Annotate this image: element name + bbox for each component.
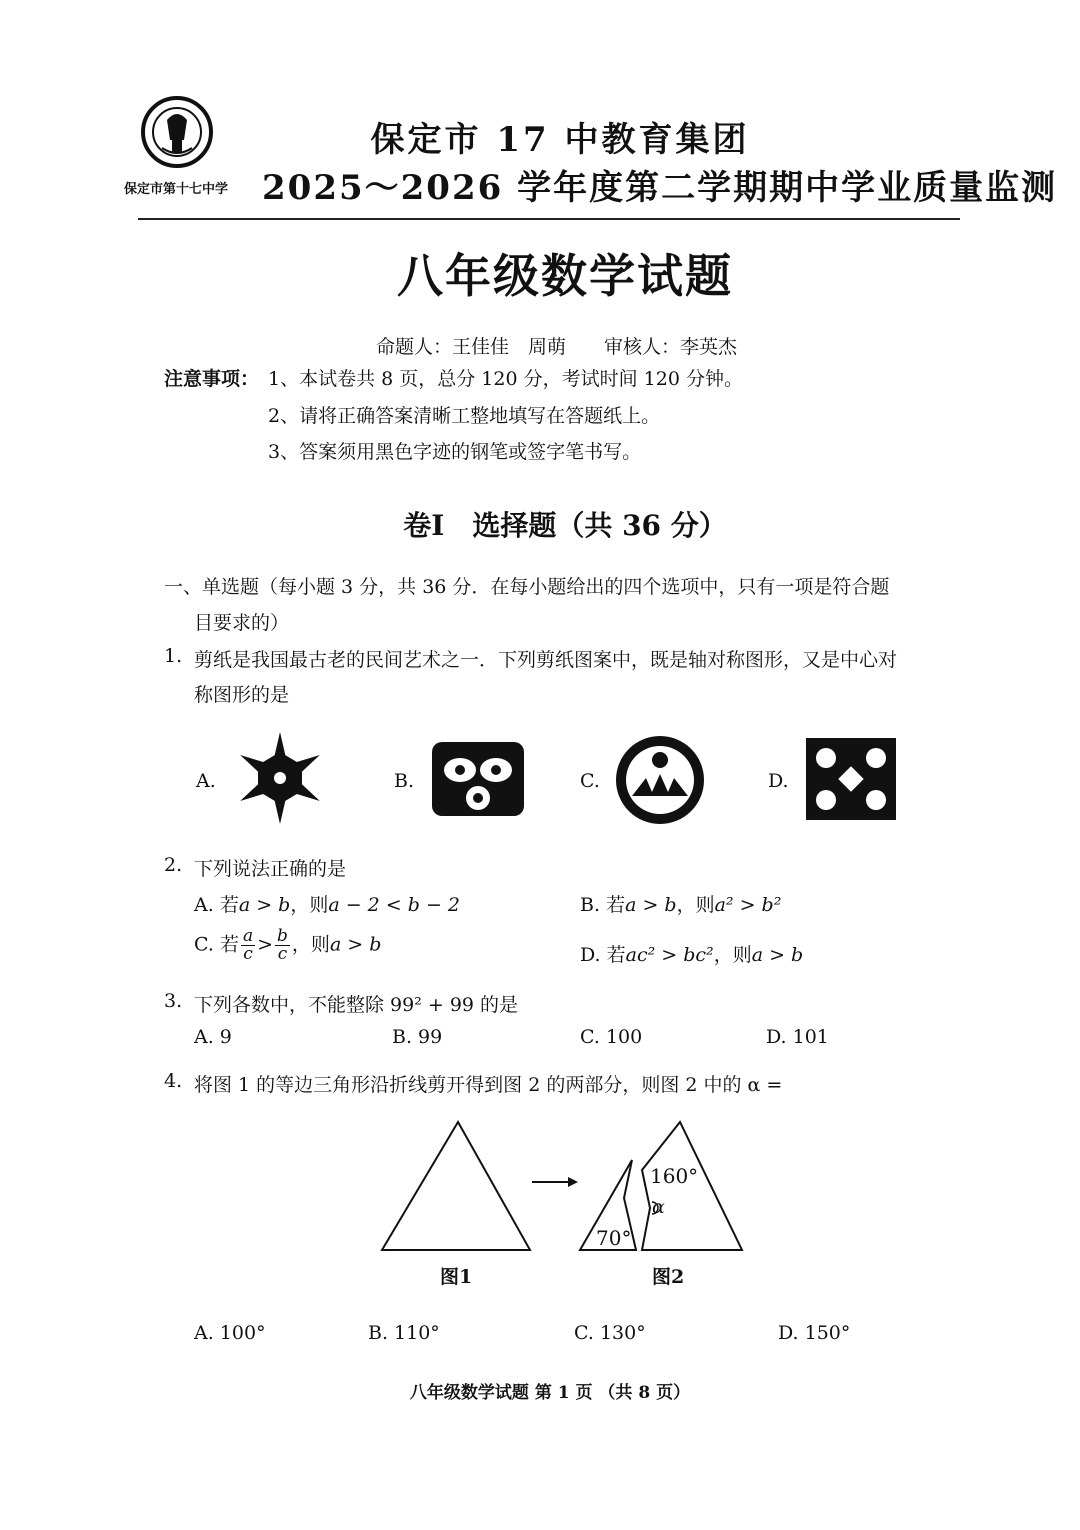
- q2-option-c: [194, 928, 381, 963]
- q1-option-a-label: A.: [196, 770, 216, 792]
- q4-option-b: B. 110°: [368, 1322, 440, 1344]
- q2-option-b: [580, 890, 781, 917]
- word: 若: [606, 894, 626, 916]
- q1-option-d-label: D.: [768, 770, 789, 792]
- word: 若: [606, 944, 626, 966]
- word: ，则: [713, 944, 752, 966]
- q2-number: 2.: [164, 854, 183, 876]
- q2-text: 下列说法正确的是: [194, 858, 347, 880]
- arrow-head: [568, 1177, 578, 1187]
- q2-option-a: [194, 890, 460, 917]
- part1-heading-cont: 目要求的）: [194, 612, 290, 634]
- option-label: A.: [194, 894, 214, 916]
- math: a − 2 < b − 2: [328, 894, 461, 916]
- angle-alpha-label: α: [652, 1196, 665, 1218]
- option-label: B.: [580, 894, 601, 916]
- q3-option-b: B. 99: [392, 1026, 443, 1048]
- q3-text: 下列各数中，不能整除 99² + 99 的是: [194, 994, 519, 1016]
- math: a > b: [625, 894, 677, 916]
- page-title: 八年级数学试题: [397, 249, 733, 303]
- option-label: C.: [194, 933, 214, 956]
- math: >: [257, 933, 274, 956]
- math: a > b: [329, 933, 382, 956]
- note-item: 2、请将正确答案清晰工整地填写在答题纸上。: [268, 405, 661, 427]
- q4-option-a: A. 100°: [194, 1322, 266, 1344]
- angle-160-label: 160°: [650, 1164, 699, 1188]
- logo-caption: 保定市第十七中学: [124, 182, 229, 197]
- exam-name: 2025～2026 学年度第二学期期中学业质量监测: [262, 168, 1058, 208]
- deer-papercut-image: [612, 734, 708, 830]
- pinwheel-papercut-image: [804, 736, 898, 826]
- word: 若: [219, 933, 239, 956]
- section-title: 卷Ⅰ 选择题（共 36 分）: [403, 509, 727, 542]
- notes-label: 注意事项：: [164, 368, 260, 390]
- q1-option-c-label: C.: [580, 770, 600, 792]
- word: ，则: [291, 933, 330, 956]
- authors-line: 命题人：王佳佳 周萌 审核人：李英杰: [376, 336, 738, 358]
- q4-number: 4.: [164, 1070, 183, 1092]
- option-label: D.: [580, 944, 601, 966]
- note-item: 1、本试卷共 8 页，总分 120 分，考试时间 120 分钟。: [268, 368, 743, 390]
- word: ，则: [676, 894, 715, 916]
- fig2-caption: 图2: [652, 1266, 685, 1288]
- q3-option-a: A. 9: [194, 1026, 232, 1048]
- fraction: $\frac{b}{c}$: [277, 926, 288, 964]
- header-rule: [138, 218, 960, 220]
- page-footer: 八年级数学试题 第 1 页 （共 8 页）: [409, 1383, 691, 1403]
- math: a > b: [238, 894, 291, 916]
- word: ，则: [290, 894, 329, 916]
- q1-number: 1.: [164, 645, 183, 667]
- part1-heading: 一、单选题（每小题 3 分，共 36 分．在每小题给出的四个选项中，只有一项是符合题: [164, 576, 890, 598]
- note-item: 3、答案须用黑色字迹的钢笔或签字笔书写。: [268, 441, 642, 463]
- q1-option-b-label: B.: [394, 770, 415, 792]
- q3-number: 3.: [164, 990, 183, 1012]
- fraction: $\frac{a}{c}$: [242, 926, 254, 964]
- q4-figures: [370, 1110, 760, 1274]
- snowflake-papercut-image: [232, 730, 328, 830]
- math: a > b: [751, 944, 804, 966]
- word: 若: [219, 894, 239, 916]
- q1-text: 剪纸是我国最古老的民间艺术之一．下列剪纸图案中，既是轴对称图形，又是中心对: [194, 649, 898, 671]
- q4-option-d: D. 150°: [778, 1322, 851, 1344]
- org-name: 保定市 17 中教育集团: [370, 120, 750, 160]
- q3-option-c: C. 100: [580, 1026, 643, 1048]
- q3-option-d: D. 101: [766, 1026, 829, 1048]
- angle-70-label: 70°: [596, 1226, 632, 1250]
- q2-option-d: [580, 940, 803, 967]
- fig1-caption: 图1: [440, 1266, 473, 1288]
- q1-text-cont: 称图形的是: [194, 684, 290, 706]
- math: a² > b²: [714, 894, 782, 916]
- equilateral-triangle: [382, 1122, 530, 1250]
- fish-papercut-image: [428, 738, 528, 824]
- math: ac² > bc²: [625, 944, 714, 966]
- q4-text: 将图 1 的等边三角形沿折线剪开得到图 2 的两部分，则图 2 中的 α =: [194, 1074, 783, 1096]
- q4-option-c: C. 130°: [574, 1322, 646, 1344]
